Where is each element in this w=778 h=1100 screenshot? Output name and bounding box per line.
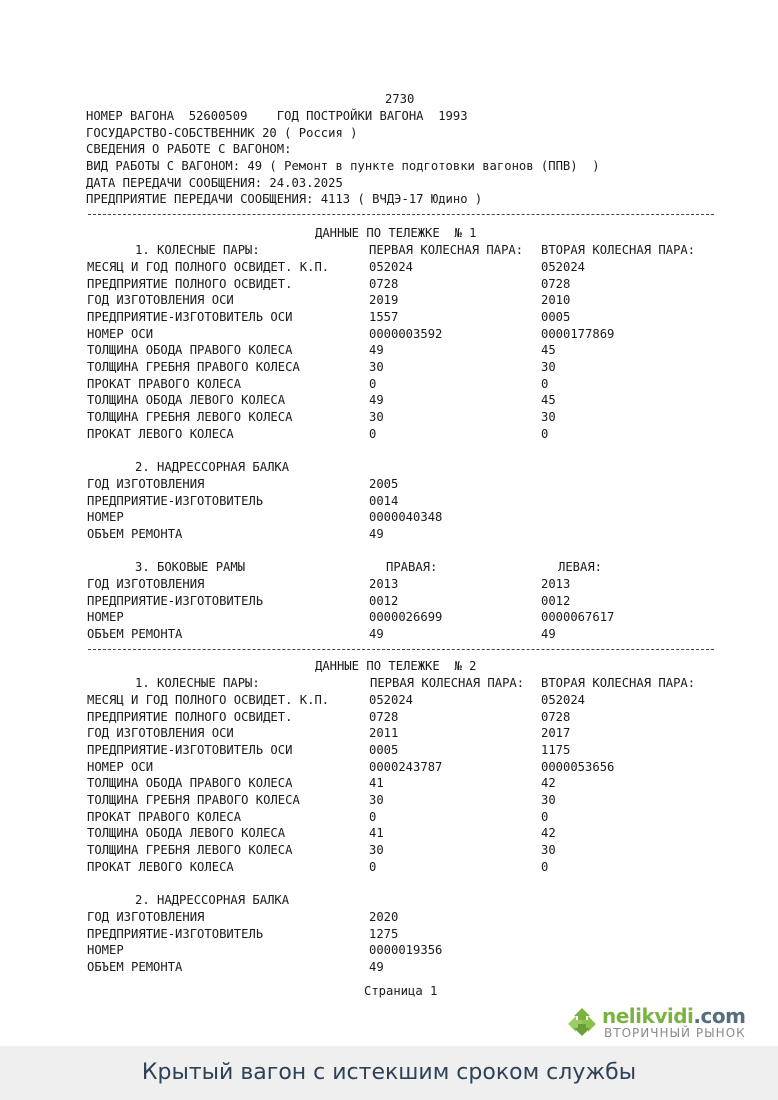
row-value-2: 42 xyxy=(541,776,556,791)
row-label: ТОЛЩИНА ОБОДА ЛЕВОГО КОЛЕСА xyxy=(87,826,286,841)
row-label: МЕСЯЦ И ГОД ПОЛНОГО ОСВИДЕТ. К.П. xyxy=(87,693,330,707)
row-value-2: 1175 xyxy=(541,742,571,757)
row-label: ГОД ИЗГОТОВЛЕНИЯ xyxy=(87,477,205,491)
row-value-1: 49 xyxy=(369,526,384,541)
row-value-1: 30 xyxy=(369,359,384,374)
row-value-1: 49 xyxy=(369,626,384,641)
wagon-number-line: НОМЕР ВАГОНА 52600509 ГОД ПОСТРОЙКИ ВАГОНА 1993 xyxy=(86,109,468,123)
section-heading: 1. КОЛЕСНЫЕ ПАРЫ: xyxy=(135,243,260,257)
row-value-2: 30 xyxy=(541,409,556,424)
row-value-2: 0728 xyxy=(541,276,571,291)
recycle-arrows-icon xyxy=(566,1006,598,1038)
row-label: ПРОКАТ ЛЕВОГО КОЛЕСА xyxy=(87,859,234,874)
row-label: ГОД ИЗГОТОВЛЕНИЯ ОСИ xyxy=(87,726,234,741)
row-value-1: 49 xyxy=(369,343,384,358)
row-label: НОМЕР xyxy=(87,943,124,958)
brand-tagline: ВТОРИЧНЫЙ РЫНОК xyxy=(604,1026,746,1040)
row-value-2: 0 xyxy=(541,426,549,441)
row-value-2: 052024 xyxy=(541,260,586,274)
row-value-1: 0000003592 xyxy=(369,326,443,341)
row-label: ПРОКАТ ПРАВОГО КОЛЕСА xyxy=(87,376,242,391)
row-label: ТОЛЩИНА ОБОДА ПРАВОГО КОЛЕСА xyxy=(87,776,293,791)
row-value-2: 0000067617 xyxy=(541,610,615,625)
row-value-1: 2011 xyxy=(369,726,399,741)
row-value-1: 2019 xyxy=(369,293,399,308)
row-value-2: 052024 xyxy=(541,693,586,707)
row-value-1: 2013 xyxy=(369,577,399,591)
row-value-1: 1557 xyxy=(369,309,399,324)
column-header-2: ЛЕВАЯ: xyxy=(558,560,603,574)
row-value-1: 0 xyxy=(369,376,377,391)
row-value-2: 30 xyxy=(541,359,556,374)
row-value-1: 30 xyxy=(369,792,384,807)
row-value-1: 49 xyxy=(369,393,384,408)
page-number: 2730 xyxy=(385,92,415,106)
row-label: ТОЛЩИНА ГРЕБНЯ ПРАВОГО КОЛЕСА xyxy=(87,792,300,807)
dashed-separator xyxy=(88,649,714,650)
row-value-2: 45 xyxy=(541,393,556,408)
row-value-1: 30 xyxy=(369,409,384,424)
nelikvidi-watermark xyxy=(566,1004,766,1042)
section-heading: 2. НАДРЕССОРНАЯ БАЛКА xyxy=(135,460,290,474)
row-value-1: 0000026699 xyxy=(369,610,443,625)
row-value-1: 0000040348 xyxy=(369,510,443,525)
row-label: ПРЕДПРИЯТИЕ-ИЗГОТОВИТЕЛЬ ОСИ xyxy=(87,309,293,324)
row-label: ТОЛЩИНА ОБОДА ПРАВОГО КОЛЕСА xyxy=(87,343,293,358)
row-value-1: 0 xyxy=(369,809,377,824)
row-value-1: 0 xyxy=(369,426,377,441)
row-value-1: 0728 xyxy=(369,709,399,724)
enterprise-line: ПРЕДПРИЯТИЕ ПЕРЕДАЧИ СООБЩЕНИЯ: 4113 ( ВЧДЭ-17 Юдино ) xyxy=(86,192,483,206)
row-value-1: 49 xyxy=(369,959,384,974)
dashed-separator xyxy=(88,214,714,215)
row-value-1: 052024 xyxy=(369,693,414,707)
row-label: ТОЛЩИНА ГРЕБНЯ ЛЕВОГО КОЛЕСА xyxy=(87,842,293,857)
row-value-1: 0 xyxy=(369,859,377,874)
row-label: ПРЕДПРИЯТИЕ-ИЗГОТОВИТЕЛЬ xyxy=(87,926,264,941)
row-value-2: 2013 xyxy=(541,577,571,591)
row-label: ПРОКАТ ЛЕВОГО КОЛЕСА xyxy=(87,426,234,441)
row-label: ГОД ИЗГОТОВЛЕНИЯ ОСИ xyxy=(87,293,234,308)
row-value-1: 41 xyxy=(369,826,384,841)
row-label: ПРЕДПРИЯТИЕ ПОЛНОГО ОСВИДЕТ. xyxy=(87,276,293,291)
column-header-2: ВТОРАЯ КОЛЕСНАЯ ПАРА: xyxy=(541,243,696,257)
row-value-2: 45 xyxy=(541,343,556,358)
row-value-2: 30 xyxy=(541,842,556,857)
row-value-2: 0012 xyxy=(541,593,571,608)
page-footer: Страница 1 xyxy=(364,984,438,998)
row-value-2: 0 xyxy=(541,859,549,874)
row-label: ПРОКАТ ПРАВОГО КОЛЕСА xyxy=(87,809,242,824)
row-value-1: 0014 xyxy=(369,493,399,508)
row-label: ПРЕДПРИЯТИЕ-ИЗГОТОВИТЕЛЬ ОСИ xyxy=(87,742,293,757)
row-value-2: 2017 xyxy=(541,726,571,741)
row-label: НОМЕР ОСИ xyxy=(87,759,154,774)
section-heading: 2. НАДРЕССОРНАЯ БАЛКА xyxy=(135,893,290,907)
row-label: ОБЪЕМ РЕМОНТА xyxy=(87,526,183,541)
bogie-2-title: ДАННЫЕ ПО ТЕЛЕЖКЕ № 2 xyxy=(315,659,477,673)
row-value-1: 052024 xyxy=(369,260,414,274)
row-value-2: 2010 xyxy=(541,293,571,308)
column-header-1: ПРАВАЯ: xyxy=(386,560,438,574)
column-header-2: ВТОРАЯ КОЛЕСНАЯ ПАРА: xyxy=(541,676,696,690)
row-label: ПРЕДПРИЯТИЕ-ИЗГОТОВИТЕЛЬ xyxy=(87,593,264,608)
row-label: ГОД ИЗГОТОВЛЕНИЯ xyxy=(87,910,205,924)
message-date-line: ДАТА ПЕРЕДАЧИ СООБЩЕНИЯ: 24.03.2025 xyxy=(86,176,343,190)
row-value-1: 2005 xyxy=(369,477,399,491)
row-value-1: 0005 xyxy=(369,742,399,757)
row-value-2: 0005 xyxy=(541,309,571,324)
caption-bar xyxy=(0,1046,778,1100)
row-label: ТОЛЩИНА ГРЕБНЯ ПРАВОГО КОЛЕСА xyxy=(87,359,300,374)
row-value-1: 2020 xyxy=(369,910,399,924)
row-label: ПРЕДПРИЯТИЕ ПОЛНОГО ОСВИДЕТ. xyxy=(87,709,293,724)
work-info-line: СВЕДЕНИЯ О РАБОТЕ С ВАГОНОМ: xyxy=(86,142,292,156)
work-type-line: ВИД РАБОТЫ С ВАГОНОМ: 49 ( Ремонт в пункте подготовки вагонов (ППВ) ) xyxy=(86,159,600,173)
row-label: ГОД ИЗГОТОВЛЕНИЯ xyxy=(87,577,205,591)
row-value-2: 42 xyxy=(541,826,556,841)
row-value-1: 0012 xyxy=(369,593,399,608)
row-label: ПРЕДПРИЯТИЕ-ИЗГОТОВИТЕЛЬ xyxy=(87,493,264,508)
row-value-2: 0000177869 xyxy=(541,326,615,341)
caption-text: Крытый вагон с истекшим сроком службы xyxy=(141,1060,637,1085)
row-label: ОБЪЕМ РЕМОНТА xyxy=(87,626,183,641)
row-value-1: 1275 xyxy=(369,926,399,941)
row-value-1: 30 xyxy=(369,842,384,857)
row-value-1: 0728 xyxy=(369,276,399,291)
row-value-2: 0728 xyxy=(541,709,571,724)
owner-state-line: ГОСУДАРСТВО-СОБСТВЕННИК 20 ( Россия ) xyxy=(86,126,358,140)
bogie-1-title: ДАННЫЕ ПО ТЕЛЕЖКЕ № 1 xyxy=(315,226,477,240)
row-label: МЕСЯЦ И ГОД ПОЛНОГО ОСВИДЕТ. К.П. xyxy=(87,260,330,274)
row-label: НОМЕР xyxy=(87,510,124,525)
row-label: ОБЪЕМ РЕМОНТА xyxy=(87,959,183,974)
row-value-2: 49 xyxy=(541,626,556,641)
column-header-1: ПЕРВАЯ КОЛЕСНАЯ ПАРА: xyxy=(370,676,525,690)
row-value-1: 41 xyxy=(369,776,384,791)
row-label: НОМЕР xyxy=(87,610,124,625)
brand-name: nelikvidi.com xyxy=(602,1004,746,1028)
row-value-2: 30 xyxy=(541,792,556,807)
row-value-2: 0 xyxy=(541,376,549,391)
row-value-2: 0000053656 xyxy=(541,759,615,774)
section-heading: 1. КОЛЕСНЫЕ ПАРЫ: xyxy=(135,676,260,690)
column-header-1: ПЕРВАЯ КОЛЕСНАЯ ПАРА: xyxy=(369,243,524,257)
section-heading: 3. БОКОВЫЕ РАМЫ xyxy=(135,560,246,574)
row-label: ТОЛЩИНА ОБОДА ЛЕВОГО КОЛЕСА xyxy=(87,393,286,408)
row-value-2: 0 xyxy=(541,809,549,824)
row-value-1: 0000243787 xyxy=(369,759,443,774)
row-label: ТОЛЩИНА ГРЕБНЯ ЛЕВОГО КОЛЕСА xyxy=(87,409,293,424)
row-value-1: 0000019356 xyxy=(369,943,443,958)
row-label: НОМЕР ОСИ xyxy=(87,326,154,341)
